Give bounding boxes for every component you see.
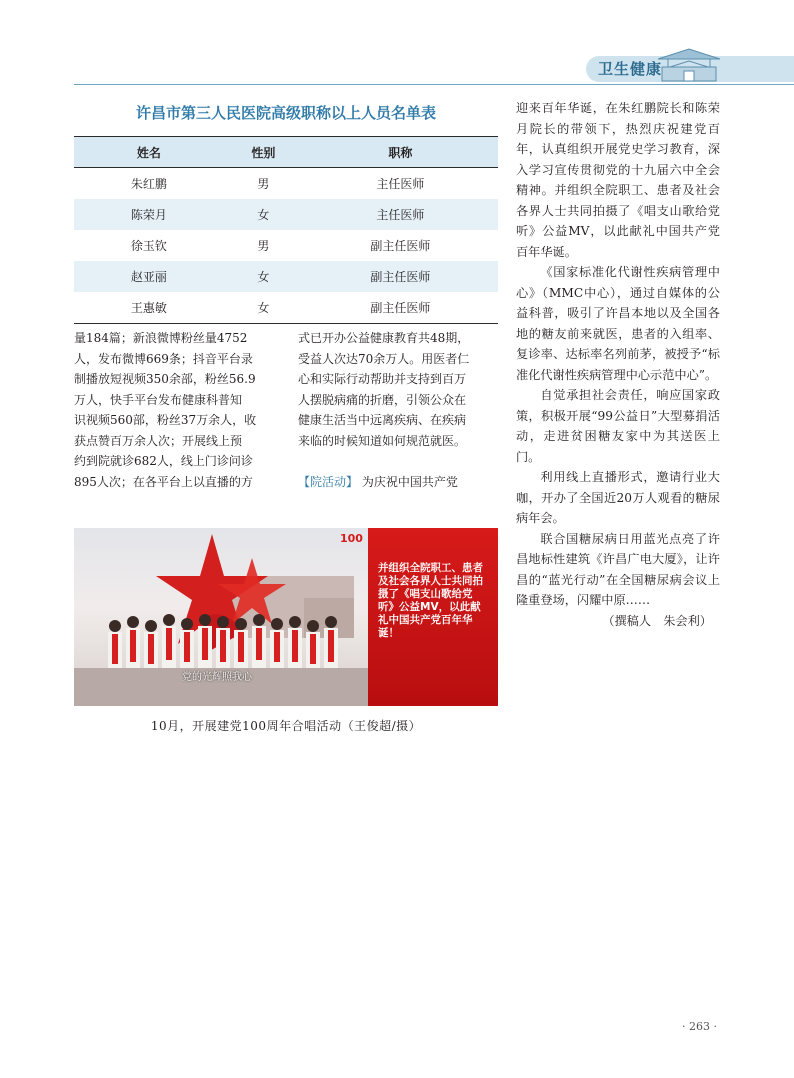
cell-title: 主任医师 — [303, 199, 498, 230]
paragraph: 自觉承担社会责任，响应国家政策，积极开展“99公益日”大型募捐活动，走进贫困糖友家中为其送医上门。 — [516, 388, 720, 464]
activity-tag: 【院活动】 — [298, 474, 359, 489]
text-line: 式已开办公益健康教育共48期， — [298, 331, 470, 345]
panel-text: 并组织全院职工、患者及社会各界人士共同拍摄了《唱支山歌给党听》公益MV，以此献礼中国共产党百年华诞！ — [378, 562, 483, 639]
page-number: · 263 · — [682, 1020, 717, 1033]
table-row — [74, 261, 498, 292]
text-line: 约到院就诊682人，线上门诊问诊 — [74, 454, 253, 468]
table-header-row — [74, 137, 498, 168]
song-subtitle: 党的光辉照我心 — [182, 672, 252, 683]
table-row — [74, 199, 498, 230]
body-column-3 — [516, 98, 720, 631]
gate-tower-icon — [656, 45, 722, 83]
cell-gender: 男 — [257, 177, 270, 191]
paragraph: 利用线上直播形式，邀请行业大咖，开办了全国近20万人观看的糖尿病年会。 — [516, 470, 720, 525]
author-signature: （撰稿人 朱会利） — [602, 613, 712, 628]
cell-name: 陈荣月 — [74, 199, 224, 230]
text-line: 895人次；在各平台上以直播的方 — [74, 474, 253, 489]
table-title: 许昌市第三人民医院高级职称以上人员名单表 — [135, 104, 436, 122]
cell-name: 徐玉钦 — [130, 239, 167, 253]
cell-title: 副主任医师 — [303, 292, 498, 324]
text-line: 人摆脱病痛的折磨，引领公众在 — [298, 392, 467, 407]
text-line: 受益人次达70余万人。用医者仁 — [298, 351, 470, 366]
paragraph: 《国家标准化代谢性疾病管理中心》（MMC中心），通过自媒体的公益科普，吸引了许昌本地以及全国各地的糖友前来就医，患者的入组率、复诊率、达标率名列前茅，被授予“标准化代谢性疾病管理中心示范中心”。 — [516, 265, 720, 382]
cell-title: 主任医师 — [376, 177, 425, 191]
body-column-2 — [298, 328, 498, 492]
cell-gender: 男 — [257, 239, 270, 253]
table-row — [74, 168, 498, 200]
cell-gender: 女 — [224, 199, 303, 230]
staff-table — [74, 136, 498, 324]
text-line: 制播放短视频350余部，粉丝56.9 — [74, 372, 256, 386]
text-line: 万人，快手平台发布健康科普知 — [74, 392, 243, 407]
table-row — [74, 292, 498, 324]
cell-title: 副主任医师 — [303, 261, 498, 292]
paragraph: 联合国糖尿病日用蓝光点亮了许昌地标性建筑《许昌广电大厦》，让许昌的“蓝光行动”在全国糖尿病会议上隆重登场，闪耀中原…… — [516, 531, 720, 607]
cell-name: 朱红鹏 — [130, 177, 167, 191]
text-line: 心和实际行动帮助并支持到百万 — [298, 372, 467, 386]
body-column-1 — [74, 328, 278, 492]
text-line: 获点赞百万余人次；开展线上预 — [74, 433, 243, 448]
cell-title: 副主任医师 — [370, 239, 431, 253]
photo-caption: 10月，开展建党100周年合唱活动（王俊超/摄） — [150, 719, 422, 733]
text-line: 识视频560部，粉丝37万余人，收 — [74, 413, 257, 427]
red-caption-panel — [368, 528, 498, 706]
cell-name: 王惠敏 — [74, 292, 224, 324]
section-title: 卫生健康 — [598, 60, 663, 78]
cell-name: 赵亚丽 — [74, 261, 224, 292]
activity-paragraph-start — [298, 472, 498, 493]
text-line: 健康生活当中远离疾病、在疾病 — [298, 413, 467, 427]
header-name: 姓名 — [74, 137, 224, 168]
activity-text: 为庆祝中国共产党 — [361, 474, 458, 489]
header-rule — [74, 84, 794, 85]
cell-gender: 女 — [224, 261, 303, 292]
centenary-logo: 100 — [340, 532, 363, 545]
text-line: 来临的时候知道如何规范就医。 — [298, 433, 467, 448]
header-title: 职称 — [303, 137, 498, 168]
text-line: 量184篇；新浪微博粉丝量4752 — [74, 331, 248, 345]
table-row — [74, 230, 498, 261]
paragraph: 迎来百年华诞，在朱红鹏院长和陈荣月院长的带领下，热烈庆祝建党百年，认真组织开展党史学习教育，深入学习宣传贯彻党的十九届六中全会精神。并组织全院职工、患者及社会各界人士共同拍摄了《唱支山歌给党听》公益MV，以此献礼中国共产党百年华诞。 — [516, 101, 720, 259]
cell-gender: 女 — [224, 292, 303, 324]
text-line: 人，发布微博669条；抖音平台录 — [74, 351, 253, 366]
choir-photo — [74, 528, 498, 706]
header-gender: 性别 — [224, 137, 303, 168]
